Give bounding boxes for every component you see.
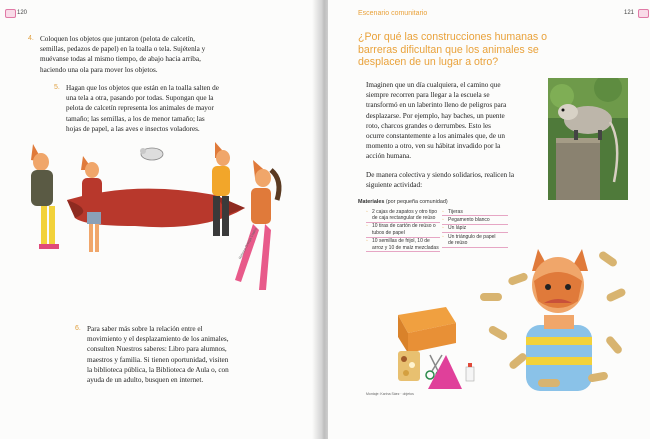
intro-paragraph: Imaginen que un día cualquiera, el camino que siempre recorren para llegar a la escuela se transformó en un laberinto lleno de peligros para desplazarse. Por ejemplo, hay baches, un puente roto, charcos grandes o derrumbes. Esto les ocurre constantemente a los animales que, de un momento a otro, ven su hábitat invadido por la acción humana. [366, 81, 507, 161]
item-6-text: Para saber más sobre la relación entre el movimiento y el desplazamiento de los animales, consulten Nuestros saberes: Libro para alumnos, maestros y familia. Si tienen oportunidad, visiten la biblioteca pública, la Biblioteca de Aula o, con ayuda de un adulto, busquen en internet. [87, 325, 229, 385]
materials-title: Materiales (por pequeña comunidad) [358, 199, 448, 205]
page-number: 121 [624, 10, 635, 16]
material-item: ◦ 10 semillas de frijol, 10 de arroz y 10 de maíz mezcladas [366, 238, 439, 251]
material-item: ◦ Un triángulo de papel de reúso [442, 233, 508, 248]
section-question: ¿Por qué las construcciones humanas o barreras dificultan que los animales se desplacen de un lugar a otro? [358, 31, 548, 69]
left-illustration-credit: Rebeca Ortega Castro [238, 227, 258, 260]
material-item: ◦ Tijeras [442, 208, 508, 216]
children-fabric-illustration [15, 140, 295, 310]
materials-collage [368, 245, 638, 395]
activity-paragraph: De manera colectiva y siendo solidarios, realicen la siguiente actividad: [366, 171, 515, 190]
page-number-box [638, 9, 649, 18]
left-page [0, 0, 318, 439]
material-item: ◦ Pegamento blanco [442, 216, 508, 224]
item-6-marker: 6. [75, 325, 81, 332]
right-illustration-credit: Montaje: Karina Sáez · objetos [366, 392, 414, 396]
materials-list-right [442, 208, 508, 248]
material-item: ◦ 2 cajas de zapatos y otro tipo de caja rectangular de reúso [366, 208, 440, 223]
possum-photo [548, 78, 628, 200]
item-4-marker: 4. [28, 35, 34, 42]
right-page [328, 0, 650, 439]
section-label: Escenario comunitario [358, 10, 428, 17]
page-number: 120 [17, 10, 28, 16]
page-number-box [5, 9, 16, 18]
item-5-text: Hagan que los objetos que están en la toalla salten de una tela a otra, pasando por todas. Supongan que la pelota de calcetín representa los animales de mayor tamaño; las semillas, a los de menor tamaño; las hojas de papel, a las aves e insectos voladores. [66, 84, 219, 133]
item-4-text: Coloquen los objetos que juntaron (pelota de calcetín, semillas, pedazos de papel) en la toalla o tela. Sujétenla y muévanse todas al mismo tiempo, de abajo hacia arriba, haciendo una ola para mover los objetos. [40, 35, 206, 74]
material-item: ◦ 10 tiras de cartón de reúso o tubos de papel [366, 223, 440, 238]
item-5-marker: 5. [54, 84, 60, 91]
material-item: ◦ Un lápiz [442, 225, 508, 233]
